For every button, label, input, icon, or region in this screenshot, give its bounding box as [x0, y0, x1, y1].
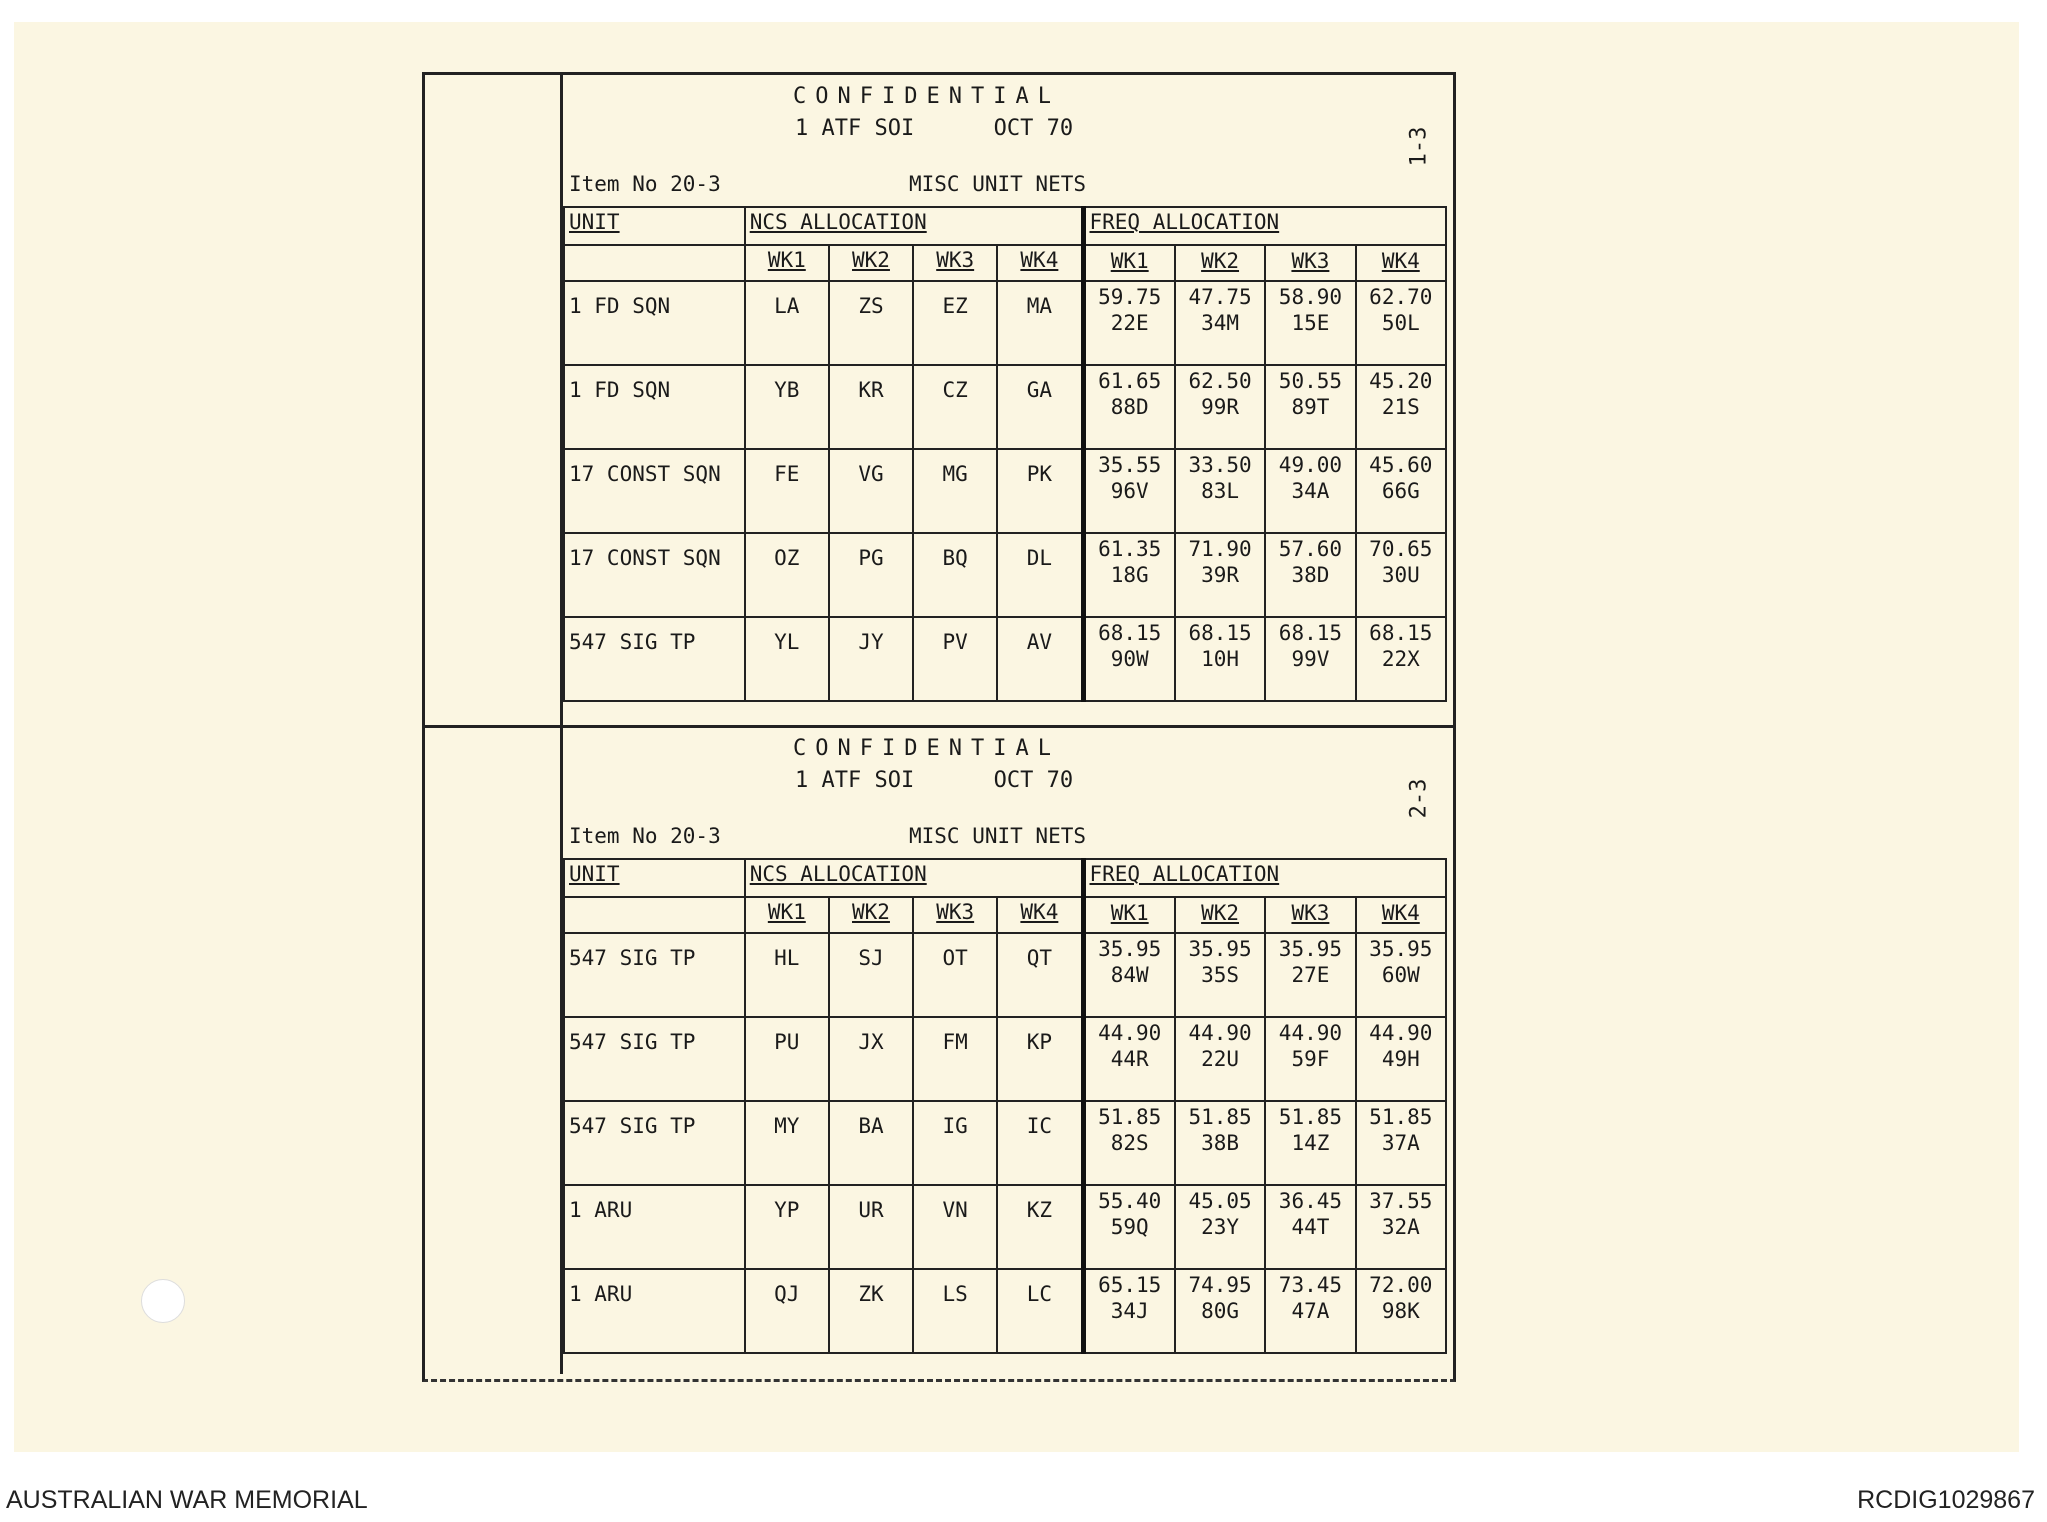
ncs-week-header: WK2: [829, 245, 913, 281]
freq-cell: [1356, 1017, 1446, 1101]
freq-cell: [1083, 449, 1175, 533]
ncs-callsign-cell: FE: [745, 449, 829, 533]
frequency-code: 89T: [1291, 395, 1330, 419]
ncs-callsign-cell: VN: [913, 1185, 997, 1269]
frequency-code: 99V: [1291, 647, 1330, 671]
frequency-value: 33.50: [1188, 453, 1252, 477]
freq-cell: [1083, 617, 1175, 701]
frequency-value: 57.60: [1278, 537, 1343, 561]
ncs-week-header: WK2: [829, 897, 913, 933]
freq-week-header: WK4: [1356, 897, 1446, 933]
unit-cell: 1 ARU: [564, 1185, 745, 1269]
frequency-value: 61.35: [1098, 537, 1162, 561]
unit-cell: 547 SIG TP: [564, 1101, 745, 1185]
archive-reference: RCDIG1029867: [1857, 1486, 2035, 1514]
freq-cell: [1175, 533, 1265, 617]
table-row: [564, 281, 1446, 365]
page-number: 2-3: [1406, 778, 1432, 819]
frequency-value: 45.05: [1188, 1189, 1252, 1213]
unit-cell: 1 ARU: [564, 1269, 745, 1353]
frequency-code: 34J: [1110, 1299, 1149, 1323]
ncs-callsign-cell: OZ: [745, 533, 829, 617]
frequency-code: 22X: [1381, 647, 1420, 671]
freq-cell: [1083, 933, 1175, 1017]
freq-week-header: WK2: [1175, 897, 1265, 933]
freq-cell: [1265, 933, 1355, 1017]
ncs-callsign-cell: LA: [745, 281, 829, 365]
frequency-code: 44R: [1110, 1047, 1149, 1071]
frequency-code: 38D: [1291, 563, 1330, 587]
freq-cell: [1265, 365, 1355, 449]
freq-cell: [1175, 1185, 1265, 1269]
frequency-code: 23Y: [1201, 1215, 1240, 1239]
freq-header: FREQ ALLOCATION: [1083, 207, 1446, 245]
frequency-value: 68.15: [1278, 621, 1343, 645]
ncs-callsign-cell: MG: [913, 449, 997, 533]
sheet-title: MISC UNIT NETS: [909, 172, 1087, 196]
ncs-callsign-cell: PU: [745, 1017, 829, 1101]
frequency-value: 36.45: [1278, 1189, 1343, 1213]
freq-cell: [1265, 1017, 1355, 1101]
freq-cell: [1175, 449, 1265, 533]
ncs-callsign-cell: AV: [997, 617, 1083, 701]
frequency-value: 65.15: [1098, 1273, 1162, 1297]
freq-cell: [1083, 1101, 1175, 1185]
ncs-callsign-cell: ZK: [829, 1269, 913, 1353]
ncs-callsign-cell: BA: [829, 1101, 913, 1185]
freq-cell: [1083, 1017, 1175, 1101]
freq-cell: [1083, 281, 1175, 365]
frequency-value: 68.15: [1369, 621, 1433, 645]
frequency-value: 35.95: [1188, 937, 1252, 961]
ncs-callsign-cell: YB: [745, 365, 829, 449]
frequency-code: 82S: [1110, 1131, 1149, 1155]
frequency-code: 21S: [1381, 395, 1420, 419]
ncs-week-header: WK1: [745, 245, 829, 281]
frequency-code: 30U: [1381, 563, 1420, 587]
ncs-callsign-cell: YL: [745, 617, 829, 701]
frequency-value: 62.50: [1188, 369, 1252, 393]
frequency-code: 34M: [1201, 311, 1240, 335]
allocation-table: [563, 206, 1447, 702]
frequency-value: 45.60: [1369, 453, 1433, 477]
blank-cell: [564, 897, 745, 933]
ncs-callsign-cell: VG: [829, 449, 913, 533]
frequency-code: 90W: [1110, 647, 1149, 671]
frequency-value: 49.00: [1278, 453, 1343, 477]
ncs-callsign-cell: HL: [745, 933, 829, 1017]
freq-cell: [1265, 533, 1355, 617]
frequency-code: 59Q: [1110, 1215, 1149, 1239]
frequency-value: 51.85: [1278, 1105, 1343, 1129]
sheet-title: MISC UNIT NETS: [909, 824, 1087, 848]
ncs-callsign-cell: ZS: [829, 281, 913, 365]
frequency-code: 37A: [1381, 1131, 1420, 1155]
ncs-callsign-cell: DL: [997, 533, 1083, 617]
ncs-week-header: WK3: [913, 897, 997, 933]
frequency-value: 45.20: [1369, 369, 1433, 393]
frequency-value: 35.95: [1098, 937, 1162, 961]
unit-header: UNIT: [564, 859, 745, 897]
frequency-code: 66G: [1381, 479, 1420, 503]
freq-week-header: WK3: [1265, 897, 1355, 933]
frequency-value: 59.75: [1098, 285, 1162, 309]
freq-week-header: WK1: [1083, 897, 1175, 933]
ncs-callsign-cell: KR: [829, 365, 913, 449]
frequency-code: 88D: [1110, 395, 1149, 419]
frequency-value: 68.15: [1098, 621, 1162, 645]
ncs-callsign-cell: CZ: [913, 365, 997, 449]
ncs-callsign-cell: OT: [913, 933, 997, 1017]
frequency-code: 60W: [1381, 963, 1420, 987]
week-header-row: [564, 245, 1446, 281]
frequency-code: 27E: [1291, 963, 1330, 987]
frequency-code: 96V: [1110, 479, 1149, 503]
freq-cell: [1265, 449, 1355, 533]
ncs-callsign-cell: MY: [745, 1101, 829, 1185]
frequency-code: 83L: [1201, 479, 1240, 503]
freq-cell: [1265, 1101, 1355, 1185]
ncs-header: NCS ALLOCATION: [745, 859, 1083, 897]
ncs-callsign-cell: PK: [997, 449, 1083, 533]
frequency-value: 35.95: [1369, 937, 1433, 961]
frequency-code: 47A: [1291, 1299, 1330, 1323]
frequency-value: 72.00: [1369, 1273, 1433, 1297]
freq-cell: [1175, 1269, 1265, 1353]
ncs-callsign-cell: PV: [913, 617, 997, 701]
freq-cell: [1083, 1269, 1175, 1353]
frequency-value: 44.90: [1098, 1021, 1162, 1045]
unit-cell: 547 SIG TP: [564, 933, 745, 1017]
frequency-value: 47.75: [1188, 285, 1252, 309]
freq-cell: [1083, 365, 1175, 449]
ncs-callsign-cell: QT: [997, 933, 1083, 1017]
frequency-code: 32A: [1381, 1215, 1420, 1239]
frequency-value: 50.55: [1278, 369, 1343, 393]
frequency-value: 68.15: [1188, 621, 1252, 645]
frequency-value: 44.90: [1278, 1021, 1343, 1045]
ncs-callsign-cell: SJ: [829, 933, 913, 1017]
table-row: [564, 1101, 1446, 1185]
ncs-week-header: WK1: [745, 897, 829, 933]
classification-heading: CONFIDENTIAL: [793, 84, 1060, 109]
frequency-code: 18G: [1110, 563, 1149, 587]
frequency-code: 80G: [1201, 1299, 1240, 1323]
frequency-code: 59F: [1291, 1047, 1330, 1071]
frequency-value: 51.85: [1188, 1105, 1252, 1129]
archive-footer: [0, 1480, 2047, 1522]
freq-cell: [1175, 933, 1265, 1017]
freq-cell: [1175, 1017, 1265, 1101]
freq-cell: [1175, 1101, 1265, 1185]
unit-cell: 1 FD SQN: [564, 365, 745, 449]
frequency-code: 49H: [1381, 1047, 1420, 1071]
freq-cell: [1083, 533, 1175, 617]
unit-cell: 547 SIG TP: [564, 617, 745, 701]
frequency-value: 62.70: [1369, 285, 1433, 309]
soi-reference: 1 ATF SOI OCT 70: [795, 116, 1074, 141]
freq-cell: [1083, 1185, 1175, 1269]
ncs-callsign-cell: IG: [913, 1101, 997, 1185]
ncs-callsign-cell: JX: [829, 1017, 913, 1101]
frequency-value: 71.90: [1188, 537, 1252, 561]
item-number: Item No 20-3: [569, 824, 721, 848]
header-row: [564, 859, 1446, 897]
freq-cell: [1265, 617, 1355, 701]
frequency-code: 98K: [1381, 1299, 1420, 1323]
freq-cell: [1265, 281, 1355, 365]
frequency-value: 44.90: [1188, 1021, 1252, 1045]
freq-week-header: WK3: [1265, 245, 1355, 281]
unit-cell: 1 FD SQN: [564, 281, 745, 365]
table-row: [564, 365, 1446, 449]
freq-cell: [1265, 1269, 1355, 1353]
table-row: [564, 617, 1446, 701]
freq-cell: [1356, 281, 1446, 365]
ncs-callsign-cell: JY: [829, 617, 913, 701]
frequency-code: 84W: [1110, 963, 1149, 987]
frequency-value: 61.65: [1098, 369, 1162, 393]
ncs-callsign-cell: FM: [913, 1017, 997, 1101]
freq-cell: [1356, 365, 1446, 449]
frequency-code: 34A: [1291, 479, 1330, 503]
freq-cell: [1356, 1101, 1446, 1185]
punch-hole: [141, 1279, 185, 1323]
freq-cell: [1356, 617, 1446, 701]
ncs-callsign-cell: EZ: [913, 281, 997, 365]
frequency-code: 14Z: [1291, 1131, 1330, 1155]
ncs-callsign-cell: BQ: [913, 533, 997, 617]
frequency-code: 44T: [1291, 1215, 1330, 1239]
freq-cell: [1265, 1185, 1355, 1269]
freq-cell: [1356, 1269, 1446, 1353]
frequency-value: 73.45: [1278, 1273, 1343, 1297]
freq-cell: [1356, 449, 1446, 533]
freq-cell: [1356, 533, 1446, 617]
frequency-value: 70.65: [1369, 537, 1433, 561]
frequency-code: 38B: [1201, 1131, 1240, 1155]
section-divider: [422, 725, 1453, 728]
header-row: [564, 207, 1446, 245]
frequency-value: 74.95: [1188, 1273, 1252, 1297]
soi-reference: 1 ATF SOI OCT 70: [795, 768, 1074, 793]
ncs-callsign-cell: LC: [997, 1269, 1083, 1353]
page-number: 1-3: [1406, 126, 1432, 167]
unit-cell: 17 CONST SQN: [564, 449, 745, 533]
freq-cell: [1175, 281, 1265, 365]
ncs-week-header: WK4: [997, 245, 1083, 281]
ncs-callsign-cell: UR: [829, 1185, 913, 1269]
freq-cell: [1356, 1185, 1446, 1269]
ncs-callsign-cell: KZ: [997, 1185, 1083, 1269]
unit-header: UNIT: [564, 207, 745, 245]
frequency-code: 22U: [1201, 1047, 1240, 1071]
frequency-value: 44.90: [1369, 1021, 1433, 1045]
frequency-code: 99R: [1201, 395, 1240, 419]
frequency-code: 10H: [1201, 647, 1240, 671]
blank-cell: [564, 245, 745, 281]
frequency-value: 35.95: [1278, 937, 1343, 961]
frequency-value: 55.40: [1098, 1189, 1162, 1213]
table-row: [564, 533, 1446, 617]
table-row: [564, 449, 1446, 533]
allocation-table: [563, 858, 1447, 1354]
table-row: [564, 933, 1446, 1017]
frequency-code: 15E: [1291, 311, 1330, 335]
ncs-week-header: WK3: [913, 245, 997, 281]
ncs-callsign-cell: LS: [913, 1269, 997, 1353]
table-row: [564, 1185, 1446, 1269]
frequency-value: 51.85: [1369, 1105, 1433, 1129]
table-row: [564, 1017, 1446, 1101]
freq-cell: [1356, 933, 1446, 1017]
freq-cell: [1175, 365, 1265, 449]
frequency-value: 35.55: [1098, 453, 1162, 477]
ncs-callsign-cell: GA: [997, 365, 1083, 449]
freq-cell: [1175, 617, 1265, 701]
ncs-callsign-cell: MA: [997, 281, 1083, 365]
frequency-code: 39R: [1201, 563, 1240, 587]
item-number: Item No 20-3: [569, 172, 721, 196]
unit-cell: 547 SIG TP: [564, 1017, 745, 1101]
week-header-row: [564, 897, 1446, 933]
ncs-callsign-cell: PG: [829, 533, 913, 617]
frequency-value: 58.90: [1278, 285, 1343, 309]
classification-heading: CONFIDENTIAL: [793, 736, 1060, 761]
frequency-value: 51.85: [1098, 1105, 1162, 1129]
freq-week-header: WK1: [1083, 245, 1175, 281]
archive-name: AUSTRALIAN WAR MEMORIAL: [6, 1486, 368, 1514]
ncs-callsign-cell: IC: [997, 1101, 1083, 1185]
frequency-value: 37.55: [1369, 1189, 1433, 1213]
ncs-callsign-cell: QJ: [745, 1269, 829, 1353]
frequency-code: 35S: [1201, 963, 1240, 987]
ncs-callsign-cell: KP: [997, 1017, 1083, 1101]
frequency-code: 50L: [1381, 311, 1420, 335]
ncs-header: NCS ALLOCATION: [745, 207, 1083, 245]
freq-week-header: WK2: [1175, 245, 1265, 281]
ncs-callsign-cell: YP: [745, 1185, 829, 1269]
table-row: [564, 1269, 1446, 1353]
ncs-week-header: WK4: [997, 897, 1083, 933]
unit-cell: 17 CONST SQN: [564, 533, 745, 617]
freq-week-header: WK4: [1356, 245, 1446, 281]
freq-header: FREQ ALLOCATION: [1083, 859, 1446, 897]
frequency-code: 22E: [1110, 311, 1149, 335]
